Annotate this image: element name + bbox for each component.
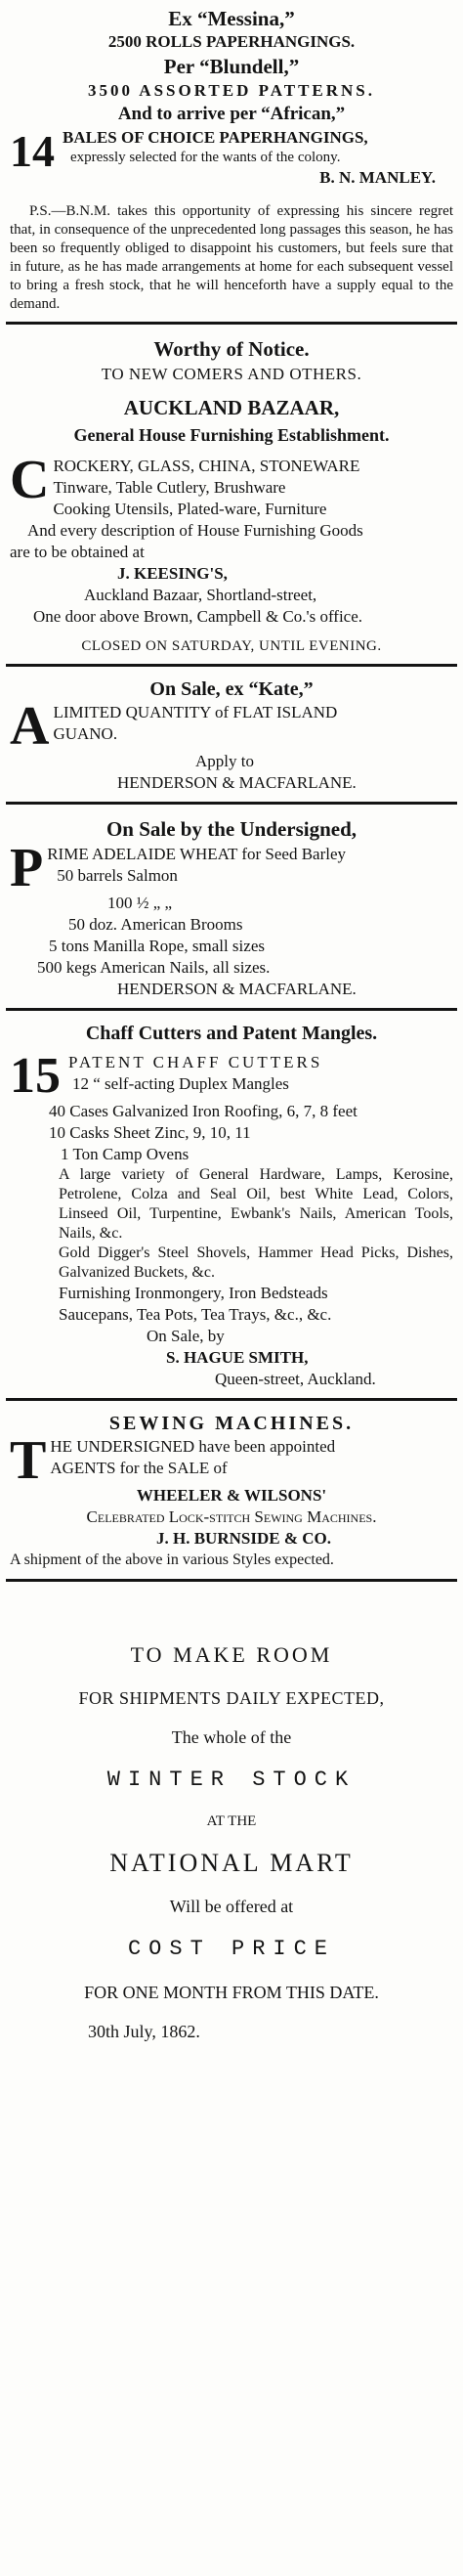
ad3-heading: On Sale, ex “Kate,” (149, 678, 314, 700)
ad4-wheat-block (10, 838, 453, 898)
ad4-merchant: HENDERSON & MACFARLANE. (117, 980, 357, 998)
ad4-heading: On Sale by the Undersigned, (105, 817, 358, 841)
ad5-zinc: 10 Casks Sheet Zinc, 9, 10, 11 (49, 1123, 251, 1142)
ad7-cost-price: COST PRICE (127, 1937, 336, 1961)
ad1-big-number: 14 (10, 126, 55, 176)
ad4-half-barrels: 100 ½ „ „ (107, 894, 173, 912)
ad2-keesing: J. KEESING'S, (117, 564, 228, 583)
ad1-postscript: P.S.—B.N.M. takes this opportunity of expressing his sincere regret that, in consequence of the unprecedented long passages this season, he has been so frequently obliged to disappoint his customers, but feels sure that in future, as he has made arrangements at home for each subsequent vessel to bring a fresh stock, that he will henceforth have a supply equal to the demand. (10, 203, 453, 312)
advert-chaff-cutters (6, 1011, 457, 1398)
ad1-selected: expressly selected for the wants of the colony. (70, 150, 341, 165)
ad5-address: Queen-street, Auckland. (215, 1370, 376, 1388)
ad5-big-number: 15 (10, 1048, 61, 1104)
ad6-shipment: A shipment of the above in various Styles expected. (10, 1551, 334, 1568)
ad5-ovens: 1 Ton Camp Ovens (61, 1145, 189, 1163)
ad5-mangles: 12 “ self-acting Duplex Mangles (72, 1074, 289, 1093)
ad1-patterns: 3500 ASSORTED PATTERNS. (87, 81, 376, 100)
ad5-ironmongery: Furnishing Ironmongery, Iron Bedsteads (59, 1284, 328, 1302)
ad2-goods-block (10, 450, 453, 520)
ad5-roofing: 40 Cases Galvanized Iron Roofing, 6, 7, 8 feet (49, 1102, 358, 1120)
advert-auckland-bazaar (6, 325, 457, 664)
ad6-agents: AGENTS for the SALE of (50, 1459, 228, 1477)
ad5-hardware: A large variety of General Hardware, Lamps, Kerosine, Petrolene, Colza and Seal Oil, best White Lead, Colors, Linseed Oil, Turpentine, Ewbank's Nails, American Tools, Nails, &c. (59, 1166, 453, 1242)
ad5-shovels: Gold Digger's Steel Shovels, Hammer Head Picks, Dishes, Galvanized Buckets, &c. (59, 1244, 453, 1281)
ad2-tinware: Tinware, Table Cutlery, Brushware (53, 478, 286, 497)
ad7-make-room: TO MAKE ROOM (130, 1642, 333, 1667)
ad7-national-mart: NATIONAL MART (109, 1849, 354, 1877)
ad7-offered: Will be offered at (169, 1897, 294, 1916)
ad7-at-the: AT THE (206, 1813, 257, 1829)
ad4-drop-cap: P (10, 838, 44, 898)
ad2-every: And every description of House Furnishing Goods (27, 521, 363, 540)
ad1-merchant: B. N. MANLEY. (319, 168, 436, 187)
ad2-address: Auckland Bazaar, Shortland-street, (84, 586, 317, 604)
ad3-guano-block (10, 696, 453, 757)
ad7-shipments: FOR SHIPMENTS DAILY EXPECTED, (78, 1688, 385, 1708)
ad1-ship-messina: Ex “Messina,” (168, 7, 295, 30)
advert-wheat (6, 805, 457, 1008)
ad5-onsale: On Sale, by (147, 1327, 225, 1345)
ad2-heading: Worthy of Notice. (153, 337, 310, 361)
ad6-wheeler: WHEELER & WILSONS' (136, 1486, 327, 1505)
ad2-crockery: ROCKERY, GLASS, CHINA, STONEWARE (53, 457, 360, 475)
ad4-salmon: 50 barrels Salmon (57, 866, 178, 885)
ad3-guano: GUANO. (53, 724, 118, 743)
ad2-establishment: General House Furnishing Establishment. (73, 425, 390, 445)
ad6-heading: SEWING MACHINES. (108, 1413, 355, 1434)
ad6-lockstitch: Celebrated Lock-stitch Sewing Machines. (86, 1507, 377, 1526)
ad6-drop-cap: T (10, 1430, 47, 1491)
ad1-bales: BALES OF CHOICE PAPERHANGINGS, (63, 128, 368, 147)
ad4-nails: 500 kegs American Nails, all sizes. (37, 958, 271, 977)
ad3-drop-cap: A (10, 696, 50, 757)
ad2-cooking: Cooking Utensils, Plated-ware, Furniture (53, 500, 327, 518)
ad1-ship-blundell: Per “Blundell,” (163, 55, 300, 78)
ad1-rolls: 2500 ROLLS PAPERHANGINGS. (107, 32, 356, 51)
ad5-cutters: PATENT CHAFF CUTTERS (68, 1053, 323, 1071)
ad1-ship-african: And to arrive per “African,” (117, 104, 346, 124)
ad5-merchant: S. HAGUE SMITH, (166, 1348, 309, 1367)
ad4-rope: 5 tons Manilla Rope, small sizes (49, 937, 265, 955)
ad7-winter-stock: WINTER STOCK (106, 1768, 357, 1792)
ad2-subheading: TO NEW COMERS AND OTHERS. (101, 365, 362, 383)
ad7-date: 30th July, 1862. (88, 2022, 200, 2041)
advert-paperhangings (6, 0, 457, 322)
ad6-agents-block (10, 1430, 453, 1491)
ad2-obtained: are to be obtained at (10, 543, 145, 561)
ad1-bales-block (10, 127, 453, 189)
ad7-one-month: FOR ONE MONTH FROM THIS DATE. (84, 1983, 379, 2002)
ad6-merchant: J. H. BURNSIDE & CO. (156, 1529, 331, 1548)
ad2-drop-cap: C (10, 450, 50, 510)
ad5-saucepans: Saucepans, Tea Pots, Tea Trays, &c., &c. (59, 1305, 332, 1324)
ad2-closed: CLOSED ON SATURDAY, UNTIL EVENING. (81, 638, 382, 654)
advert-guano (6, 667, 457, 802)
ad4-brooms: 50 doz. American Brooms (68, 915, 243, 934)
ad3-quantity: LIMITED QUANTITY of FLAT ISLAND (53, 703, 338, 721)
ad6-appointed: HE UNDERSIGNED have been appointed (50, 1437, 336, 1456)
advert-national-mart (6, 1582, 457, 2050)
ad5-cutters-block (10, 1048, 453, 1104)
ad3-merchant: HENDERSON & MACFARLANE. (117, 773, 357, 792)
ad5-heading: Chaff Cutters and Patent Mangles. (85, 1023, 378, 1044)
ad2-door: One door above Brown, Campbell & Co.'s office. (33, 607, 363, 626)
ad7-whole-of: The whole of the (171, 1727, 292, 1747)
ad3-apply: Apply to (195, 752, 254, 770)
advert-sewing-machines (6, 1401, 457, 1579)
ad4-wheat: RIME ADELAIDE WHEAT for Seed Barley (47, 845, 347, 863)
ad2-bazaar-name: AUCKLAND BAZAAR, (123, 396, 340, 419)
